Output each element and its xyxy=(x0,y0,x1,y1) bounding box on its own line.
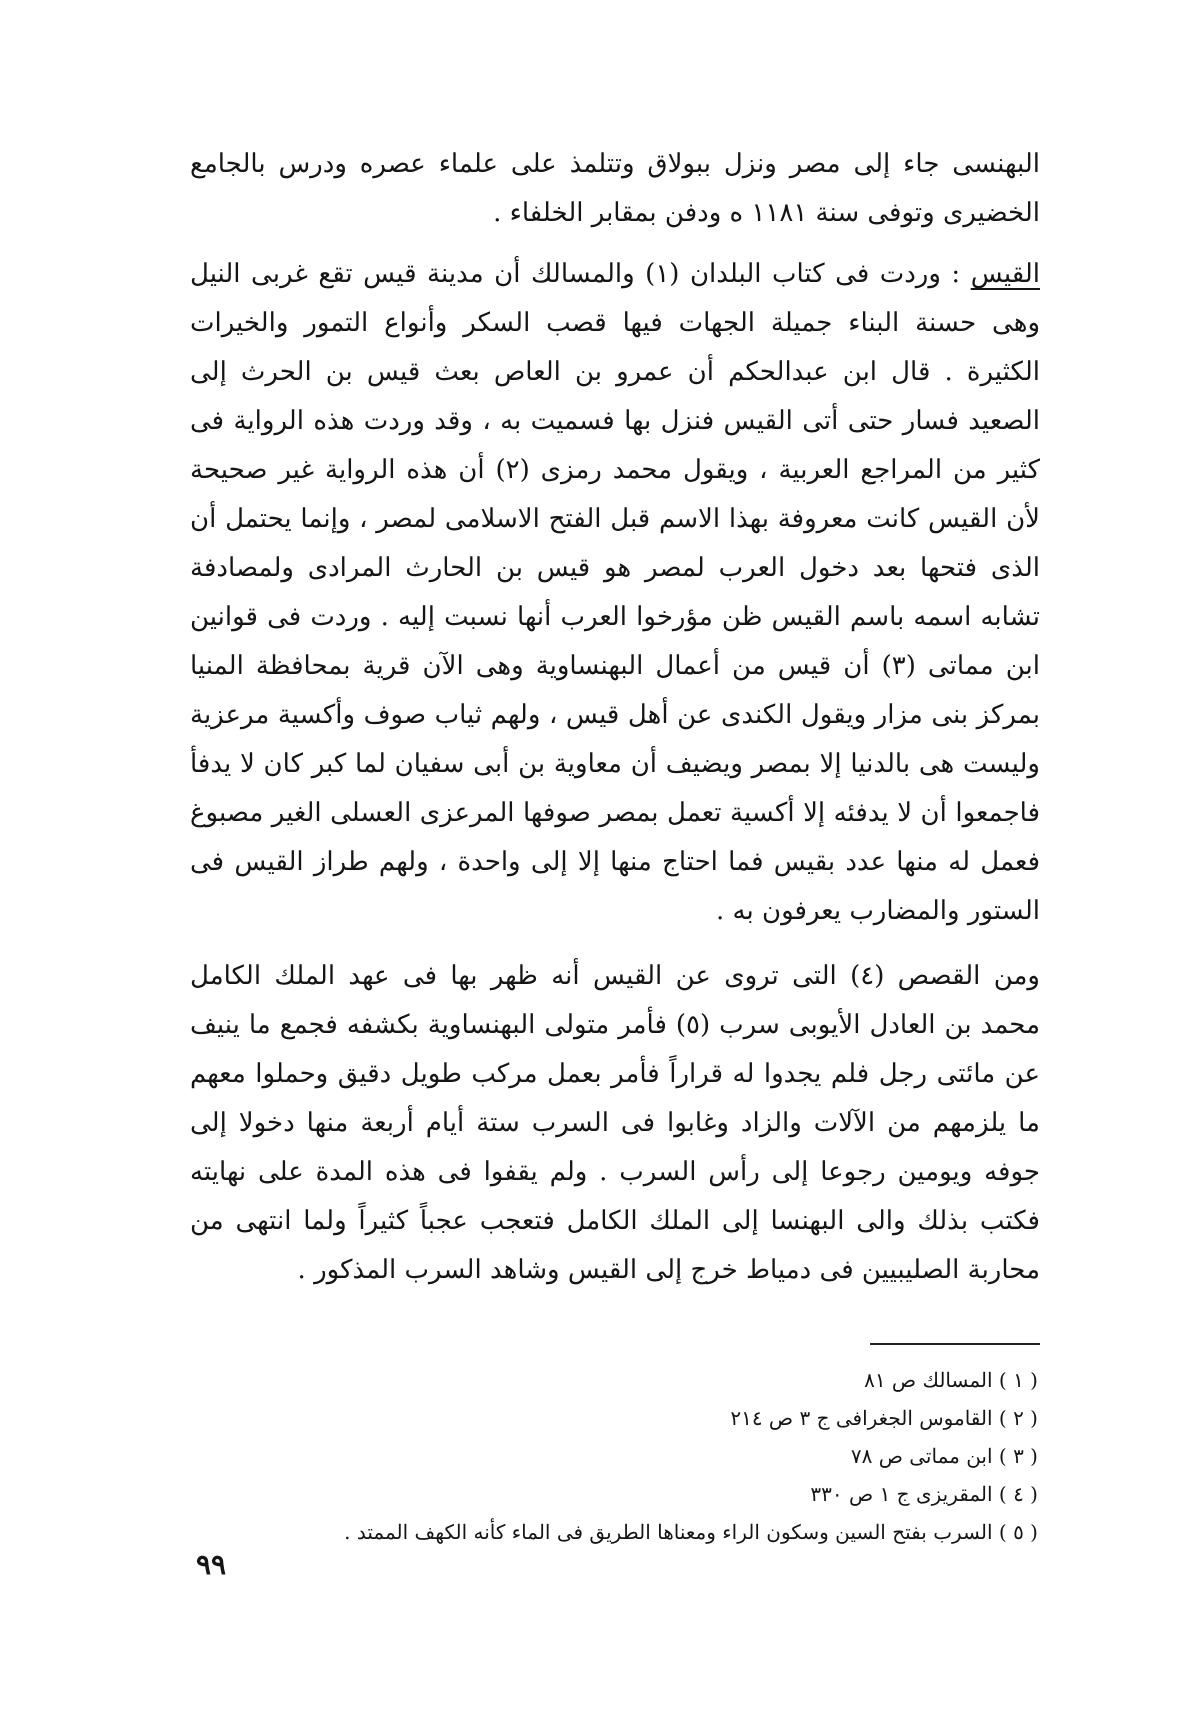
footnote-divider xyxy=(870,1343,1040,1345)
paragraph-text: ومن القصص (٤) التى تروى عن القيس أنه ظهر بها فى عهد الملك الكامل محمد بن العادل الأيوبى سرب (٥) فأمر متولى البهنساوية بكشفه فجمع ما ينيف عن مائتى رجل فلم يجدوا له قراراً فأمر بعمل مركب طويل دقيق وحملوا معهم ما يلزمهم من الآلات والزاد وغابوا فى السرب ستة أيام أربعة منها دخولا إلى جوفه ويومين رجوعا إلى رأس السرب . ولم يقفوا فى هذه المدة على نهايته فكتب بذلك والى البهنسا إلى الملك الكامل فتعجب عجباً كثيراً ولما انتهى من محاربة الصليبيين فى دمياط خرج إلى القيس وشاهد السرب المذكور . xyxy=(190,961,1040,1285)
paragraph-text: : وردت فى كتاب البلدان (١) والمسالك أن مدينة قيس تقع غربى النيل وهى حسنة البناء جميلة الجهات فيها قصب السكر وأنواع التمور والخيرات الكثيرة . قال ابن عبدالحكم أن عمرو بن العاص بعث قيس بن الحرث إلى الصعيد فسار حتى أتى القيس فنزل بها فسميت به ، وقد وردت هذه الرواية فى كثير من المراجع العربية ، ويقول محمد رمزى (٢) أن هذه الرواية غير صحيحة لأن القيس كانت معروفة بهذا الاسم قبل الفتح الاسلامى لمصر ، وإنما يحتمل أن الذى فتحها بعد دخول العرب لمصر هو قيس بن الحارث المرادى ولمصادفة تشابه اسمه باسم القيس ظن مؤرخوا العرب أنها نسبت إليه . وردت فى قوانين ابن مماتى (٣) أن قيس من أعمال البهنساوية وهى الآن قرية بمحافظة المنيا بمركز بنى مزار ويقول الكندى عن أهل قيس ، ولهم ثياب صوف وأكسية مرعزية وليست هى بالدنيا إلا بمصر ويضيف أن معاوية بن أبى سفيان لما كبر كان لا يدفأ فاجمعوا أن لا يدفئه إلا أكسية تعمل بمصر صوفها المرعزى العسلى الغير مصبوغ فعمل له منها عدد بقيس فما احتاج منها إلا إلى واحدة ، ولهم طراز القيس فى الستور والمضارب يعرفون به . xyxy=(190,259,1040,926)
paragraph-text: البهنسى جاء إلى مصر ونزل ببولاق وتتلمذ على علماء عصره ودرس بالجامع الخضيرى وتوفى سنة ١١٨١ ه ودفن بمقابر الخلفاء . xyxy=(190,149,1040,228)
paragraph-al-qays xyxy=(190,250,1040,936)
footnote-1: ( ١ ) المسالك ص ٨١ xyxy=(864,1368,1038,1392)
paragraph-biography-end xyxy=(190,140,1040,238)
entry-term-underlined: القيس xyxy=(970,259,1040,289)
footnote-3: ( ٣ ) ابن مماتى ص ٧٨ xyxy=(850,1444,1038,1468)
footnote-2: ( ٢ ) القاموس الجغرافى ج ٣ ص ٢١٤ xyxy=(730,1406,1038,1430)
paragraph-tunnel-story xyxy=(190,952,1040,1295)
footnote-4: ( ٤ ) المقريزى ج ١ ص ٣٣٠ xyxy=(810,1482,1038,1506)
page-number: ٩٩ xyxy=(196,1548,227,1581)
footnote-5: ( ٥ ) السرب بفتح السين وسكون الراء ومعناها الطريق فى الماء كأنه الكهف الممتد . xyxy=(344,1520,1038,1544)
footnotes-list xyxy=(190,1361,1040,1551)
